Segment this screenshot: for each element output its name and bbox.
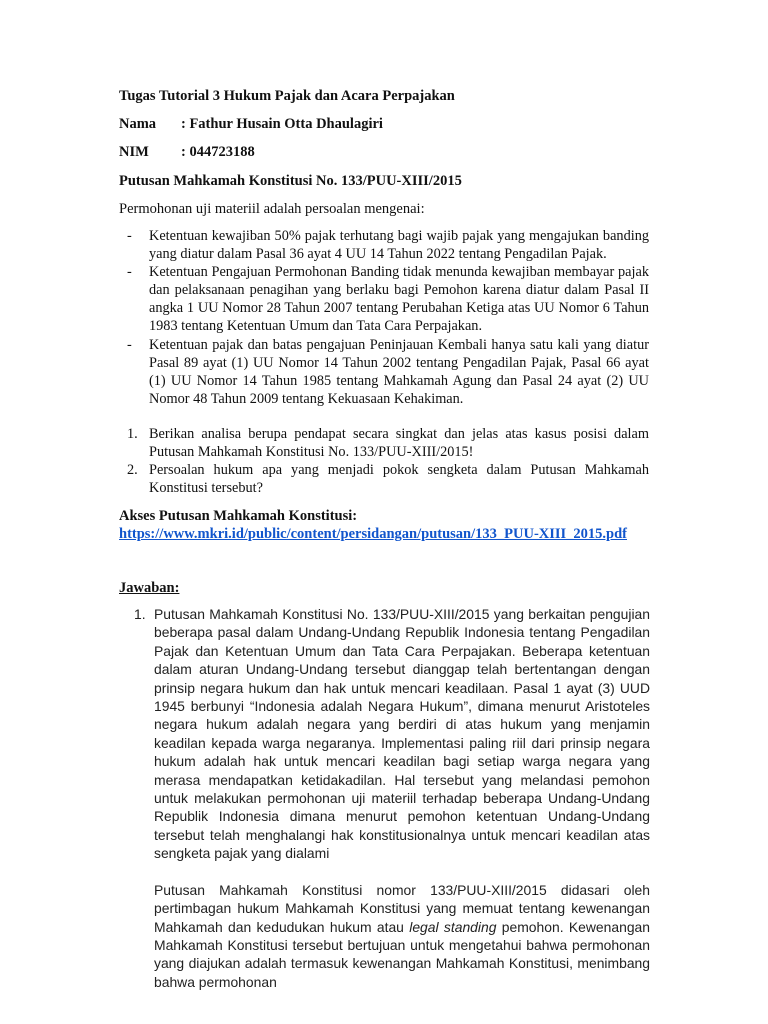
question-text: Berikan analisa berupa pendapat secara singkat dan jelas atas kasus posisi dalam Putusan Mahkamah Konstitusi No. 133/PUU-XIII/2015! <box>149 426 649 461</box>
issue-text: Ketentuan pajak dan batas pengajuan Peninjauan Kembali hanya satu kali yang diatur Pasal 89 ayat (1) UU Nomor 14 Tahun 2002 tentang Pengadilan Pajak, Pasal 66 ayat (1) UU Nomor 14 Tahun 1985 tentang Mahkamah Agung dan Pasal 24 ayat (2) UU Nomor 48 Tahun 2009 tentang Kekuasaan Kehakiman. <box>149 336 649 407</box>
decision-title: Putusan Mahkamah Konstitusi No. 133/PUU-XIII/2015 <box>119 173 462 189</box>
bullet-dash: - <box>127 336 132 353</box>
issue-text: Ketentuan kewajiban 50% pajak terhutang bagi wajib pajak yang mengajukan banding yang diatur dalam Pasal 36 ayat 4 UU 14 Tahun 2022 tentang Pengadilan Pajak. <box>149 228 649 263</box>
list-item <box>127 263 649 335</box>
intro-text: Permohonan uji materiil adalah persoalan mengenai: <box>119 201 425 217</box>
list-item <box>127 227 649 263</box>
access-label: Akses Putusan Mahkamah Konstitusi: <box>119 508 358 524</box>
name-label: Nama <box>119 116 157 132</box>
nim-row <box>119 144 255 161</box>
question-number: 2. <box>127 462 138 479</box>
question-text: Persoalan hukum apa yang menjadi pokok sengketa dalam Putusan Mahkamah Konstitusi tersebut? <box>149 462 649 497</box>
list-item <box>127 461 649 497</box>
decision-pdf-link[interactable]: https://www.mkri.id/public/content/persidangan/putusan/133_PUU-XIII_2015.pdf <box>119 526 628 542</box>
name-value: : Fathur Husain Otta Dhaulagiri <box>181 116 383 132</box>
answer-paragraph-1 <box>134 605 650 863</box>
question-number: 1. <box>127 426 138 442</box>
nim-label: NIM <box>119 144 149 160</box>
answer-text: Putusan Mahkamah Konstitusi No. 133/PUU-XIII/2015 yang berkaitan pengujian beberapa pasal dalam Undang-Undang Republik Indonesia tentang Pengadilan Pajak dan Ketentuan Umum dan Tata Cara Perpajakan. Beberapa ketentuan dalam aturan Undang-Undang tersebut dianggap telah bertentangan dengan prinsip negara hukum dan hak untuk mencari keadilaan. Pasal 1 ayat (3) UUD 1945 berbunyi “Indonesia adalah Negara Hukum”, dimana menurut Aristoteles negara hukum adalah negara yang berdiri di atas hukum yang menjamin keadilan kepada warga negaranya. Implementasi paling riil dari prinsip negara hukum adalah hak untuk mencari keadilan bagi setiap warga negara yang merasa mendapatkan ketidakadilan. Hal tersebut yang melandasi pemohon untuk melakukan permohonan uji materiil terhadap beberapa Undang-Undang Republik Indonesia dimana menurut pemohon ketentuan Undang-Undang tersebut telah menghalangi hak konstitusionalnya untuk mencari keadilan atas sengketa pajak yang dialami <box>154 606 650 862</box>
issue-list <box>127 227 649 408</box>
answer-section <box>134 605 650 991</box>
bullet-dash: - <box>127 228 132 244</box>
nim-value: : 044723188 <box>181 144 255 160</box>
answer-number: 1. <box>134 606 146 622</box>
question-list <box>127 425 649 497</box>
issue-text: Ketentuan Pengajuan Permohonan Banding tidak menunda kewajiban membayar pajak dan pelaksanaan penagihan yang berlaku bagi Pemohon karena diatur dalam Pasal II angka 1 UU Nomor 28 Tahun 2007 tentang Perubahan Ketiga atas UU Nomor 6 Tahun 1983 tentang Ketentuan Umum dan Tata Cara Perpajakan. <box>149 264 649 335</box>
answer-text-after: pemohon. Kewenangan Mahkamah Konstitusi tersebut bertujuan untuk mengetahui bahwa permohonan yang diajukan adalah termasuk kewenangan Mahkamah Konstitusi, menimbang bahwa permohonan <box>154 918 650 990</box>
name-row <box>119 116 383 133</box>
answer-text-before: Putusan Mahkamah Konstitusi nomor 133/PUU-XIII/2015 didasari oleh pertimbagan hukum Mahkamah Konstitusi yang memuat tentang kewenangan Mahkamah dan kedudukan hukum atau <box>154 881 650 935</box>
document-title: Tugas Tutorial 3 Hukum Pajak dan Acara Perpajakan <box>119 88 455 104</box>
answer-paragraph-2 <box>134 881 650 991</box>
answer-heading: Jawaban: <box>119 580 180 596</box>
answer-text-italic: legal standing <box>409 918 497 935</box>
list-item <box>127 425 649 461</box>
access-link-row <box>119 525 627 543</box>
bullet-dash: - <box>127 264 132 281</box>
list-item <box>127 336 649 408</box>
